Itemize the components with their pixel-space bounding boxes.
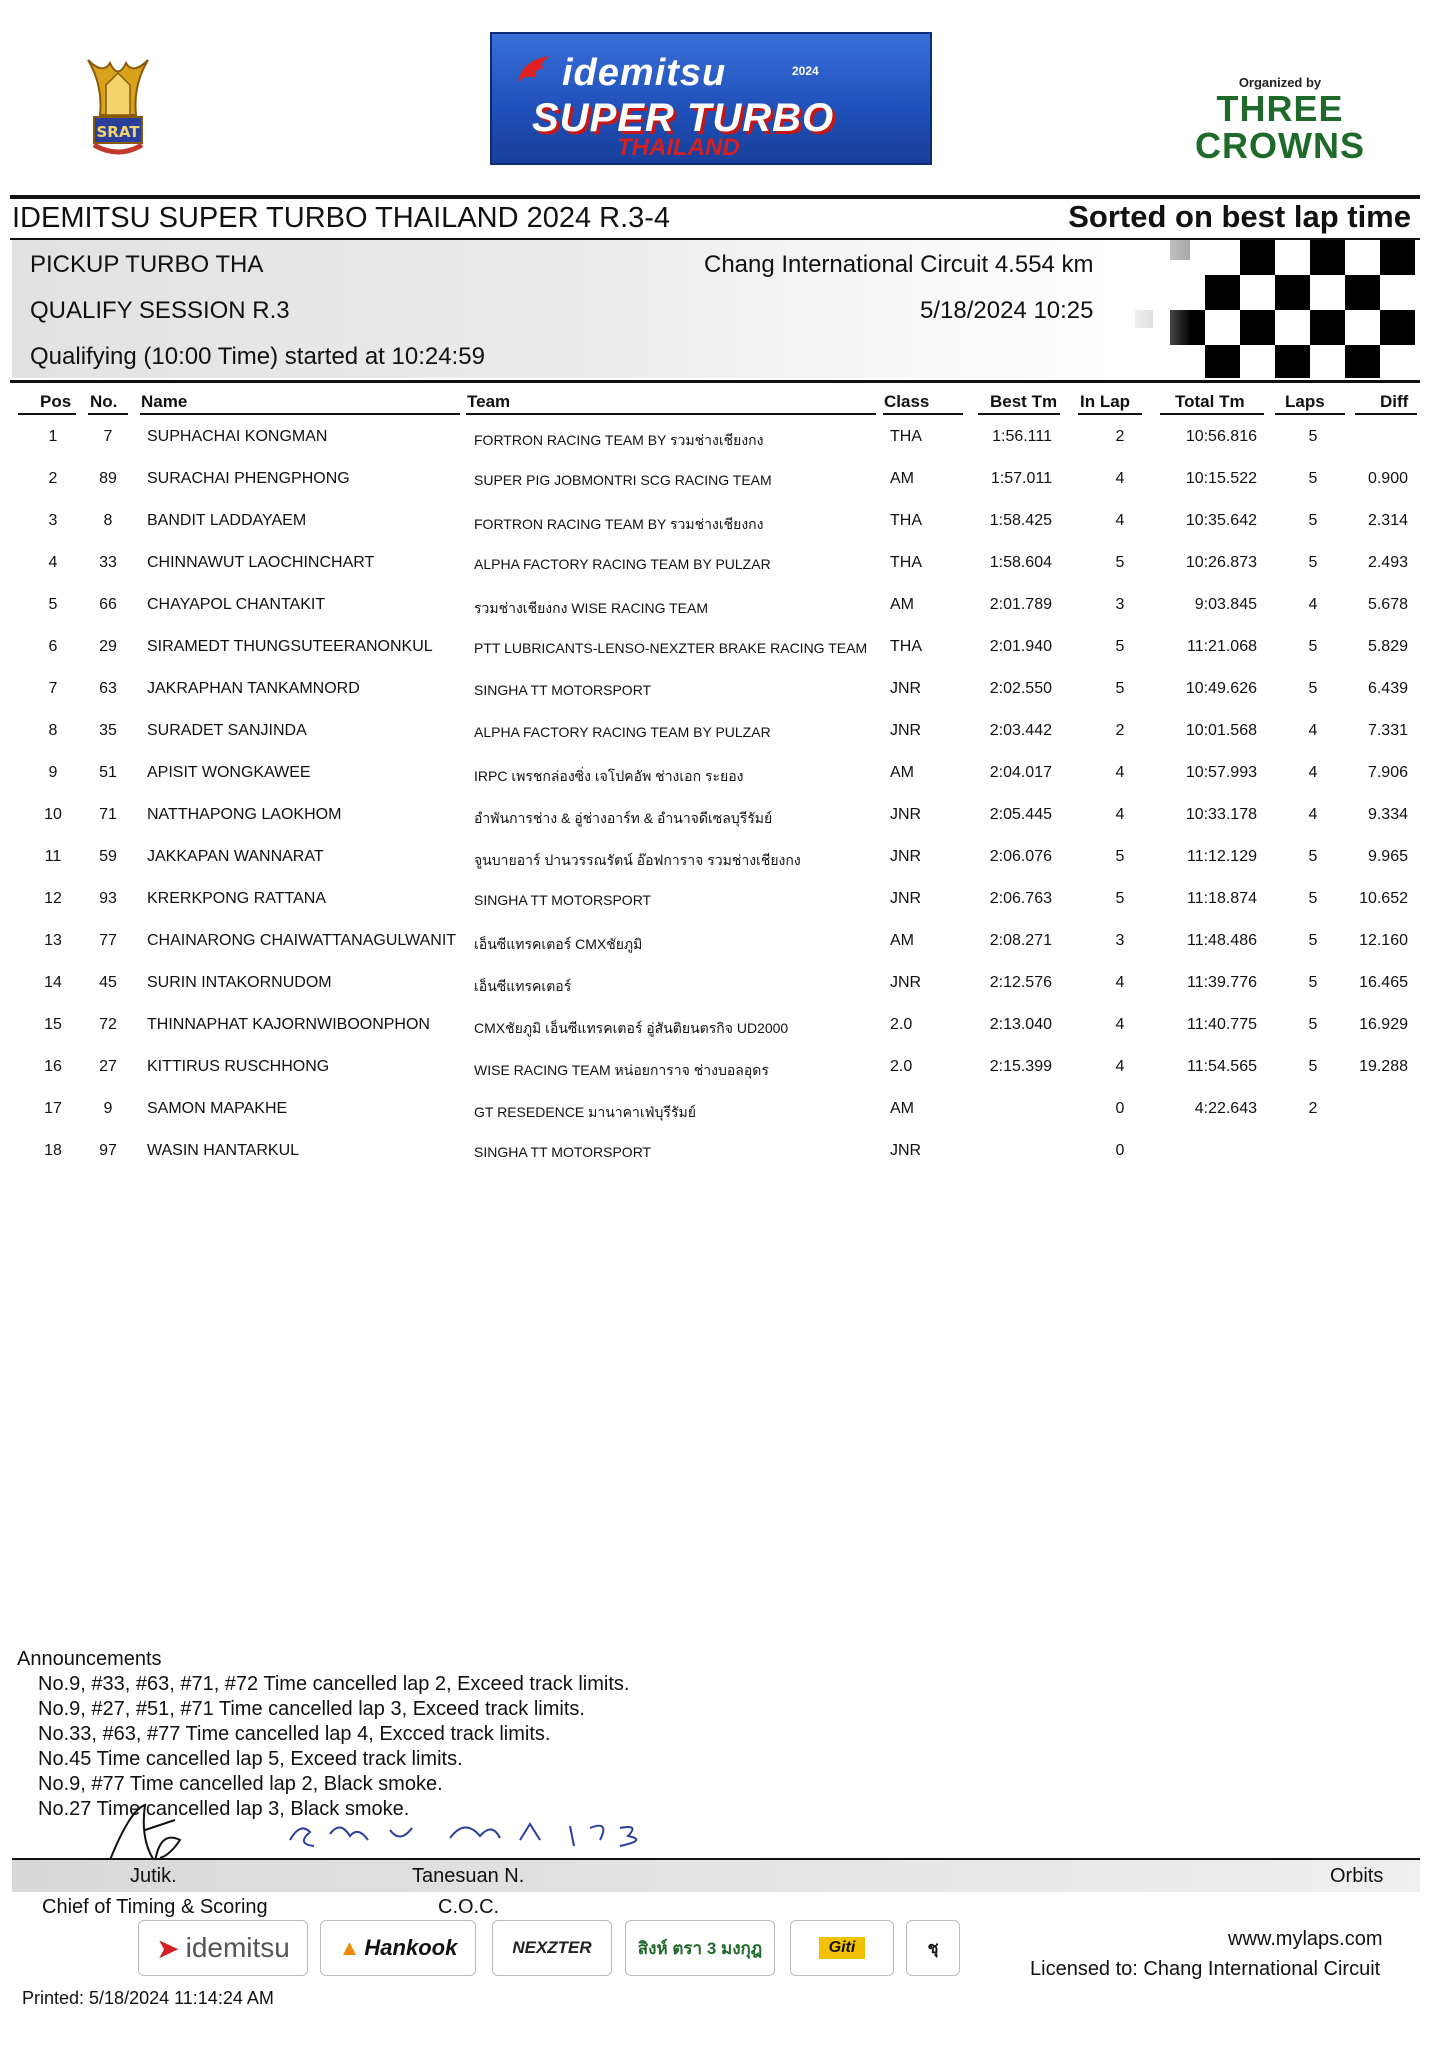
checkered-flag-icon [1115, 240, 1420, 378]
cell-laps: 5 [1308, 554, 1318, 571]
table-row [0, 932, 1449, 962]
announcement-line: No.33, #63, #77 Time cancelled lap 4, Excced track limits. [38, 1723, 551, 1745]
cell-inlap: 5 [1115, 890, 1125, 907]
cell-best: 2:12.576 [989, 974, 1052, 991]
cell-inlap: 4 [1115, 806, 1125, 823]
cell-name: APISIT WONGKAWEE [147, 764, 311, 781]
table-row [0, 722, 1449, 752]
table-row [0, 848, 1449, 878]
cell-team: FORTRON RACING TEAM BY รวมช่างเชียงกง [474, 516, 764, 532]
cell-no: 33 [99, 554, 117, 571]
cell-name: THINNAPHAT KAJORNWIBOONPHON [147, 1016, 430, 1033]
role-coc: C.O.C. [438, 1896, 500, 1918]
cell-class: AM [890, 932, 914, 949]
cell-total: 10:56.816 [1185, 428, 1257, 445]
cell-inlap: 0 [1115, 1142, 1125, 1159]
organizer-label: Organized by [1238, 75, 1322, 90]
announcement-line: No.45 Time cancelled lap 5, Exceed track limits. [38, 1748, 463, 1770]
cell-laps: 5 [1308, 680, 1318, 697]
table-row [0, 1142, 1449, 1172]
cell-best: 2:15.399 [989, 1058, 1052, 1075]
sponsor-nexzter-label: NEXZTER [512, 1938, 592, 1957]
cell-no: 66 [99, 596, 117, 613]
header-total: Total Tm [1175, 392, 1245, 411]
role-chief-timing: Chief of Timing & Scoring [42, 1896, 268, 1918]
cell-pos: 11 [44, 848, 62, 865]
cell-name: SAMON MAPAKHE [147, 1100, 288, 1117]
banner-brand: idemitsu [562, 52, 727, 94]
cell-total: 11:40.775 [1187, 1016, 1257, 1033]
cell-best: 2:01.789 [989, 596, 1052, 613]
cell-laps: 5 [1308, 428, 1318, 445]
cell-best: 2:06.763 [989, 890, 1052, 907]
cell-diff: 5.678 [1367, 596, 1408, 613]
header-best: Best Tm [990, 392, 1058, 411]
table-row [0, 764, 1449, 794]
cell-no: 27 [99, 1058, 117, 1075]
cell-pos: 15 [44, 1016, 62, 1033]
association-logo [78, 55, 158, 165]
cell-total: 10:15.522 [1185, 470, 1257, 487]
header-inlap: In Lap [1080, 392, 1131, 411]
organizer-name-line2: CROWNS [1195, 125, 1365, 166]
cell-class: JNR [890, 722, 922, 739]
cell-name: NATTHAPONG LAOKHOM [147, 806, 342, 823]
cell-pos: 10 [44, 806, 62, 823]
cell-class: JNR [890, 848, 922, 865]
cell-pos: 9 [48, 764, 58, 781]
cell-best: 2:13.040 [989, 1016, 1052, 1033]
session-circuit: Chang International Circuit 4.554 km [704, 251, 1094, 278]
table-row [0, 638, 1449, 668]
cell-team: SUPER PIG JOBMONTRI SCG RACING TEAM [474, 472, 772, 488]
cell-best: 2:03.442 [989, 722, 1052, 739]
cell-inlap: 3 [1115, 596, 1125, 613]
cell-laps: 5 [1308, 848, 1318, 865]
cell-pos: 3 [48, 512, 58, 529]
cell-best: 2:01.940 [989, 638, 1052, 655]
announcements-title: Announcements [17, 1648, 162, 1670]
cell-name: JAKKAPAN WANNARAT [147, 848, 324, 865]
cell-inlap: 4 [1115, 1058, 1125, 1075]
header-no: No. [90, 392, 118, 411]
cell-best: 2:08.271 [989, 932, 1052, 949]
announcement-line: No.9, #33, #63, #71, #72 Time cancelled lap 2, Exceed track limits. [38, 1673, 630, 1695]
cell-best: 1:56.111 [992, 428, 1052, 445]
cell-name: CHINNAWUT LAOCHINCHART [147, 554, 375, 571]
cell-name: JAKRAPHAN TANKAMNORD [147, 680, 360, 697]
cell-team: WISE RACING TEAM หน่อยการาจ ช่างบอลอุดร [474, 1062, 769, 1078]
cell-pos: 1 [48, 428, 58, 445]
cell-best: 2:04.017 [989, 764, 1052, 781]
cell-pos: 4 [48, 554, 58, 571]
sig-left-name: Jutik. [130, 1865, 177, 1887]
sig-right-name: Orbits [1330, 1865, 1384, 1887]
cell-laps: 5 [1308, 512, 1318, 529]
cell-name: KITTIRUS RUSCHHONG [147, 1058, 330, 1075]
header-underline [88, 413, 128, 415]
cell-no: 59 [99, 848, 117, 865]
cell-inlap: 0 [1115, 1100, 1125, 1117]
cell-pos: 7 [48, 680, 58, 697]
cell-pos: 14 [44, 974, 62, 991]
cell-laps: 4 [1308, 764, 1318, 781]
cell-laps: 5 [1308, 1058, 1318, 1075]
website-label: www.mylaps.com [1228, 1928, 1383, 1950]
cell-laps: 4 [1308, 596, 1318, 613]
sponsor-giti-label: Giti [819, 1937, 866, 1959]
idemitsu-super-turbo-banner [490, 32, 932, 165]
cell-pos: 5 [48, 596, 58, 613]
sponsor-idemitsu-logo: ➤ idemitsu [138, 1920, 308, 1976]
banner-title: SUPER TURBO [532, 96, 835, 140]
cell-total: 10:01.568 [1185, 722, 1257, 739]
cell-no: 72 [99, 1016, 117, 1033]
signature-band [12, 1858, 1420, 1892]
cell-diff: 9.334 [1367, 806, 1408, 823]
table-row [0, 890, 1449, 920]
cell-diff: 2.493 [1367, 554, 1408, 571]
cell-no: 29 [99, 638, 117, 655]
cell-team: SINGHA TT MOTORSPORT [474, 1144, 652, 1160]
session-datetime: 5/18/2024 10:25 [920, 297, 1094, 324]
cell-team: IRPC เพรชกล่องซิ่ง เจโปคอัพ ช่างเอก ระยอง [474, 768, 744, 784]
cell-name: SURIN INTAKORNUDOM [147, 974, 332, 991]
banner-year: 2024 [792, 64, 819, 78]
cell-pos: 8 [48, 722, 58, 739]
licensed-label: Licensed to: Chang International Circuit [1030, 1958, 1381, 1980]
cell-team: จูนบายอาร์ ปานวรรณรัตน์ อ๊อฟการาจ รวมช่างเชียงกง [474, 852, 801, 868]
sponsor-hankook-label: Hankook [364, 1935, 458, 1960]
cell-name: SIRAMEDT THUNGSUTEERANONKUL [147, 638, 433, 655]
sponsor-small-logo [906, 1920, 960, 1976]
cell-team: SINGHA TT MOTORSPORT [474, 682, 652, 698]
cell-class: AM [890, 1100, 914, 1117]
cell-total: 11:21.068 [1187, 638, 1257, 655]
cell-diff: 5.829 [1367, 638, 1408, 655]
cell-inlap: 4 [1115, 1016, 1125, 1033]
cell-team: CMXชัยภูมิ เอ็นซีแทรคเตอร์ อู่สันติยนตรกิจ UD2000 [474, 1020, 789, 1036]
cell-pos: 18 [44, 1142, 62, 1159]
announcement-line: No.9, #27, #51, #71 Time cancelled lap 3, Exceed track limits. [38, 1698, 585, 1720]
cell-class: THA [890, 638, 922, 655]
cell-no: 77 [99, 932, 117, 949]
header-laps: Laps [1285, 392, 1325, 411]
cell-no: 71 [99, 806, 117, 823]
session-category: PICKUP TURBO THA [30, 251, 264, 278]
cell-laps: 5 [1308, 932, 1318, 949]
cell-inlap: 5 [1115, 680, 1125, 697]
cell-inlap: 4 [1115, 470, 1125, 487]
cell-total: 10:26.873 [1185, 554, 1257, 571]
header-underline [18, 413, 76, 415]
sponsor-singha-label: สิงห์ ตรา 3 มงกุฎ [637, 1938, 763, 1958]
cell-diff: 9.965 [1367, 848, 1408, 865]
cell-best: 1:57.011 [990, 470, 1052, 487]
cell-diff: 16.929 [1359, 1016, 1408, 1033]
sponsor-giti-logo [790, 1920, 894, 1976]
organizer-logo [1180, 75, 1380, 164]
cell-class: JNR [890, 974, 922, 991]
cell-no: 51 [99, 764, 117, 781]
cell-class: JNR [890, 890, 922, 907]
cell-name: BANDIT LADDAYAEM [147, 512, 307, 529]
table-row [0, 680, 1449, 710]
cell-total: 9:03.845 [1194, 596, 1257, 613]
cell-no: 63 [99, 680, 117, 697]
cell-diff: 12.160 [1359, 932, 1408, 949]
announcement-line: No.27 Time cancelled lap 3, Black smoke. [38, 1798, 410, 1820]
cell-diff: 19.288 [1359, 1058, 1408, 1075]
printed-timestamp: Printed: 5/18/2024 11:14:24 AM [22, 1988, 274, 2008]
cell-diff: 7.331 [1367, 722, 1408, 739]
header-underline [1275, 413, 1345, 415]
cell-total: 11:12.129 [1187, 848, 1257, 865]
header-underline [466, 413, 876, 415]
cell-inlap: 2 [1115, 722, 1125, 739]
table-row [0, 1100, 1449, 1130]
cell-total: 10:35.642 [1185, 512, 1257, 529]
cell-best: 2:02.550 [989, 680, 1052, 697]
cell-no: 93 [99, 890, 117, 907]
cell-pos: 13 [44, 932, 62, 949]
cell-total: 4:22.643 [1194, 1100, 1257, 1117]
header-underline [883, 413, 963, 415]
header-underline [1160, 413, 1264, 415]
cell-name: CHAINARONG CHAIWATTANAGULWANIT [147, 932, 457, 949]
cell-class: JNR [890, 806, 922, 823]
idemitsu-flame-icon [514, 52, 556, 86]
cell-team: PTT LUBRICANTS-LENSO-NEXZTER BRAKE RACING TEAM [474, 640, 868, 656]
cell-team: เอ็นซีแทรคเตอร์ [474, 978, 572, 994]
cell-inlap: 3 [1115, 932, 1125, 949]
cell-class: JNR [890, 680, 922, 697]
cell-no: 45 [99, 974, 117, 991]
cell-team: รวมช่างเชียงกง WISE RACING TEAM [474, 600, 708, 616]
sponsor-small-label: ชุ [927, 1939, 939, 1957]
cell-total: 10:49.626 [1185, 680, 1257, 697]
cell-laps: 2 [1308, 1100, 1318, 1117]
header-team: Team [467, 392, 511, 411]
cell-inlap: 4 [1115, 512, 1125, 529]
cell-pos: 17 [44, 1100, 62, 1117]
header-underline [978, 413, 1060, 415]
cell-class: JNR [890, 1142, 922, 1159]
cell-no: 7 [103, 428, 113, 445]
cell-inlap: 5 [1115, 554, 1125, 571]
cell-laps: 5 [1308, 974, 1318, 991]
cell-best: 1:58.425 [989, 512, 1052, 529]
announcement-line: No.9, #77 Time cancelled lap 2, Black smoke. [38, 1773, 443, 1795]
cell-team: ALPHA FACTORY RACING TEAM BY PULZAR [474, 556, 771, 572]
cell-class: THA [890, 554, 922, 571]
cell-total: 11:18.874 [1187, 890, 1257, 907]
cell-inlap: 4 [1115, 974, 1125, 991]
cell-total: 10:33.178 [1185, 806, 1257, 823]
cell-no: 97 [99, 1142, 117, 1159]
cell-pos: 12 [44, 890, 62, 907]
cell-no: 8 [103, 512, 113, 529]
cell-diff: 0.900 [1367, 470, 1408, 487]
event-title: IDEMITSU SUPER TURBO THAILAND 2024 R.3-4 [12, 202, 671, 234]
cell-best: 1:58.604 [989, 554, 1052, 571]
organizer-name-line1: THREE [1216, 88, 1344, 129]
cell-no: 35 [99, 722, 117, 739]
svg-text:SRAT: SRAT [96, 123, 140, 141]
table-row [0, 428, 1449, 458]
table-row [0, 974, 1449, 1004]
cell-name: WASIN HANTARKUL [147, 1142, 300, 1159]
session-name: QUALIFY SESSION R.3 [30, 297, 290, 324]
cell-total: 11:39.776 [1187, 974, 1257, 991]
cell-total: 11:48.486 [1187, 932, 1257, 949]
cell-class: AM [890, 596, 914, 613]
cell-diff: 6.439 [1367, 680, 1408, 697]
cell-class: AM [890, 764, 914, 781]
cell-name: CHAYAPOL CHANTAKIT [147, 596, 326, 613]
table-top-rule [10, 380, 1420, 383]
cell-name: KRERKPONG RATTANA [147, 890, 326, 907]
cell-best: 2:06.076 [989, 848, 1052, 865]
cell-laps: 4 [1308, 806, 1318, 823]
cell-inlap: 5 [1115, 638, 1125, 655]
session-started: Qualifying (10:00 Time) started at 10:24:59 [30, 343, 485, 370]
cell-team: SINGHA TT MOTORSPORT [474, 892, 652, 908]
header-class: Class [884, 392, 930, 411]
cell-name: SURADET SANJINDA [147, 722, 307, 739]
table-row [0, 554, 1449, 584]
sig-mid-name: Tanesuan N. [412, 1865, 525, 1887]
header-diff: Diff [1380, 392, 1409, 411]
cell-no: 9 [103, 1100, 113, 1117]
cell-class: THA [890, 512, 922, 529]
cell-pos: 16 [44, 1058, 62, 1075]
cell-inlap: 2 [1115, 428, 1125, 445]
table-row [0, 806, 1449, 836]
cell-team: FORTRON RACING TEAM BY รวมช่างเชียงกง [474, 432, 764, 448]
sort-label: Sorted on best lap time [1068, 199, 1411, 234]
sponsor-singha-logo [625, 1920, 775, 1976]
table-row [0, 512, 1449, 542]
cell-inlap: 5 [1115, 848, 1125, 865]
cell-team: ALPHA FACTORY RACING TEAM BY PULZAR [474, 724, 771, 740]
cell-total: 10:57.993 [1185, 764, 1257, 781]
cell-pos: 6 [48, 638, 58, 655]
cell-class: 2.0 [890, 1058, 913, 1075]
cell-laps: 5 [1308, 1016, 1318, 1033]
cell-class: THA [890, 428, 922, 445]
cell-laps: 5 [1308, 638, 1318, 655]
cell-class: AM [890, 470, 914, 487]
cell-total: 11:54.565 [1187, 1058, 1257, 1075]
banner-subtitle: THAILAND [617, 134, 740, 161]
session-info-box [12, 240, 1115, 378]
cell-no: 89 [99, 470, 117, 487]
cell-inlap: 4 [1115, 764, 1125, 781]
cell-laps: 5 [1308, 890, 1318, 907]
sponsor-nexzter-logo [492, 1920, 612, 1976]
cell-diff: 10.652 [1359, 890, 1408, 907]
cell-diff: 2.314 [1367, 512, 1408, 529]
cell-pos: 2 [48, 470, 58, 487]
cell-team: เอ็นซีแทรคเตอร์ CMXชัยภูมิ [474, 936, 643, 952]
table-row [0, 596, 1449, 626]
table-row [0, 1016, 1449, 1046]
cell-team: อำพันการช่าง & อู่ช่างอาร์ท & อำนาจดีเซลบุรีรัมย์ [474, 810, 773, 826]
header-name: Name [141, 392, 188, 411]
sponsor-hankook-logo: ▲ Hankook [320, 1920, 476, 1976]
sponsor-idemitsu-label: idemitsu [185, 1932, 290, 1963]
header-underline [1355, 413, 1417, 415]
cell-diff: 16.465 [1359, 974, 1408, 991]
cell-name: SURACHAI PHENGPHONG [147, 470, 350, 487]
cell-name: SUPHACHAI KONGMAN [147, 428, 328, 445]
cell-class: 2.0 [890, 1016, 913, 1033]
cell-laps: 5 [1308, 470, 1318, 487]
cell-best: 2:05.445 [989, 806, 1052, 823]
cell-diff: 7.906 [1367, 764, 1408, 781]
table-row [0, 1058, 1449, 1088]
cell-laps: 4 [1308, 722, 1318, 739]
cell-team: GT RESEDENCE มานาคาเฟ่บุรีรัมย์ [474, 1104, 696, 1120]
header-pos: Pos [40, 392, 72, 411]
header-underline [140, 413, 460, 415]
header-underline [1078, 413, 1142, 415]
table-row [0, 470, 1449, 500]
